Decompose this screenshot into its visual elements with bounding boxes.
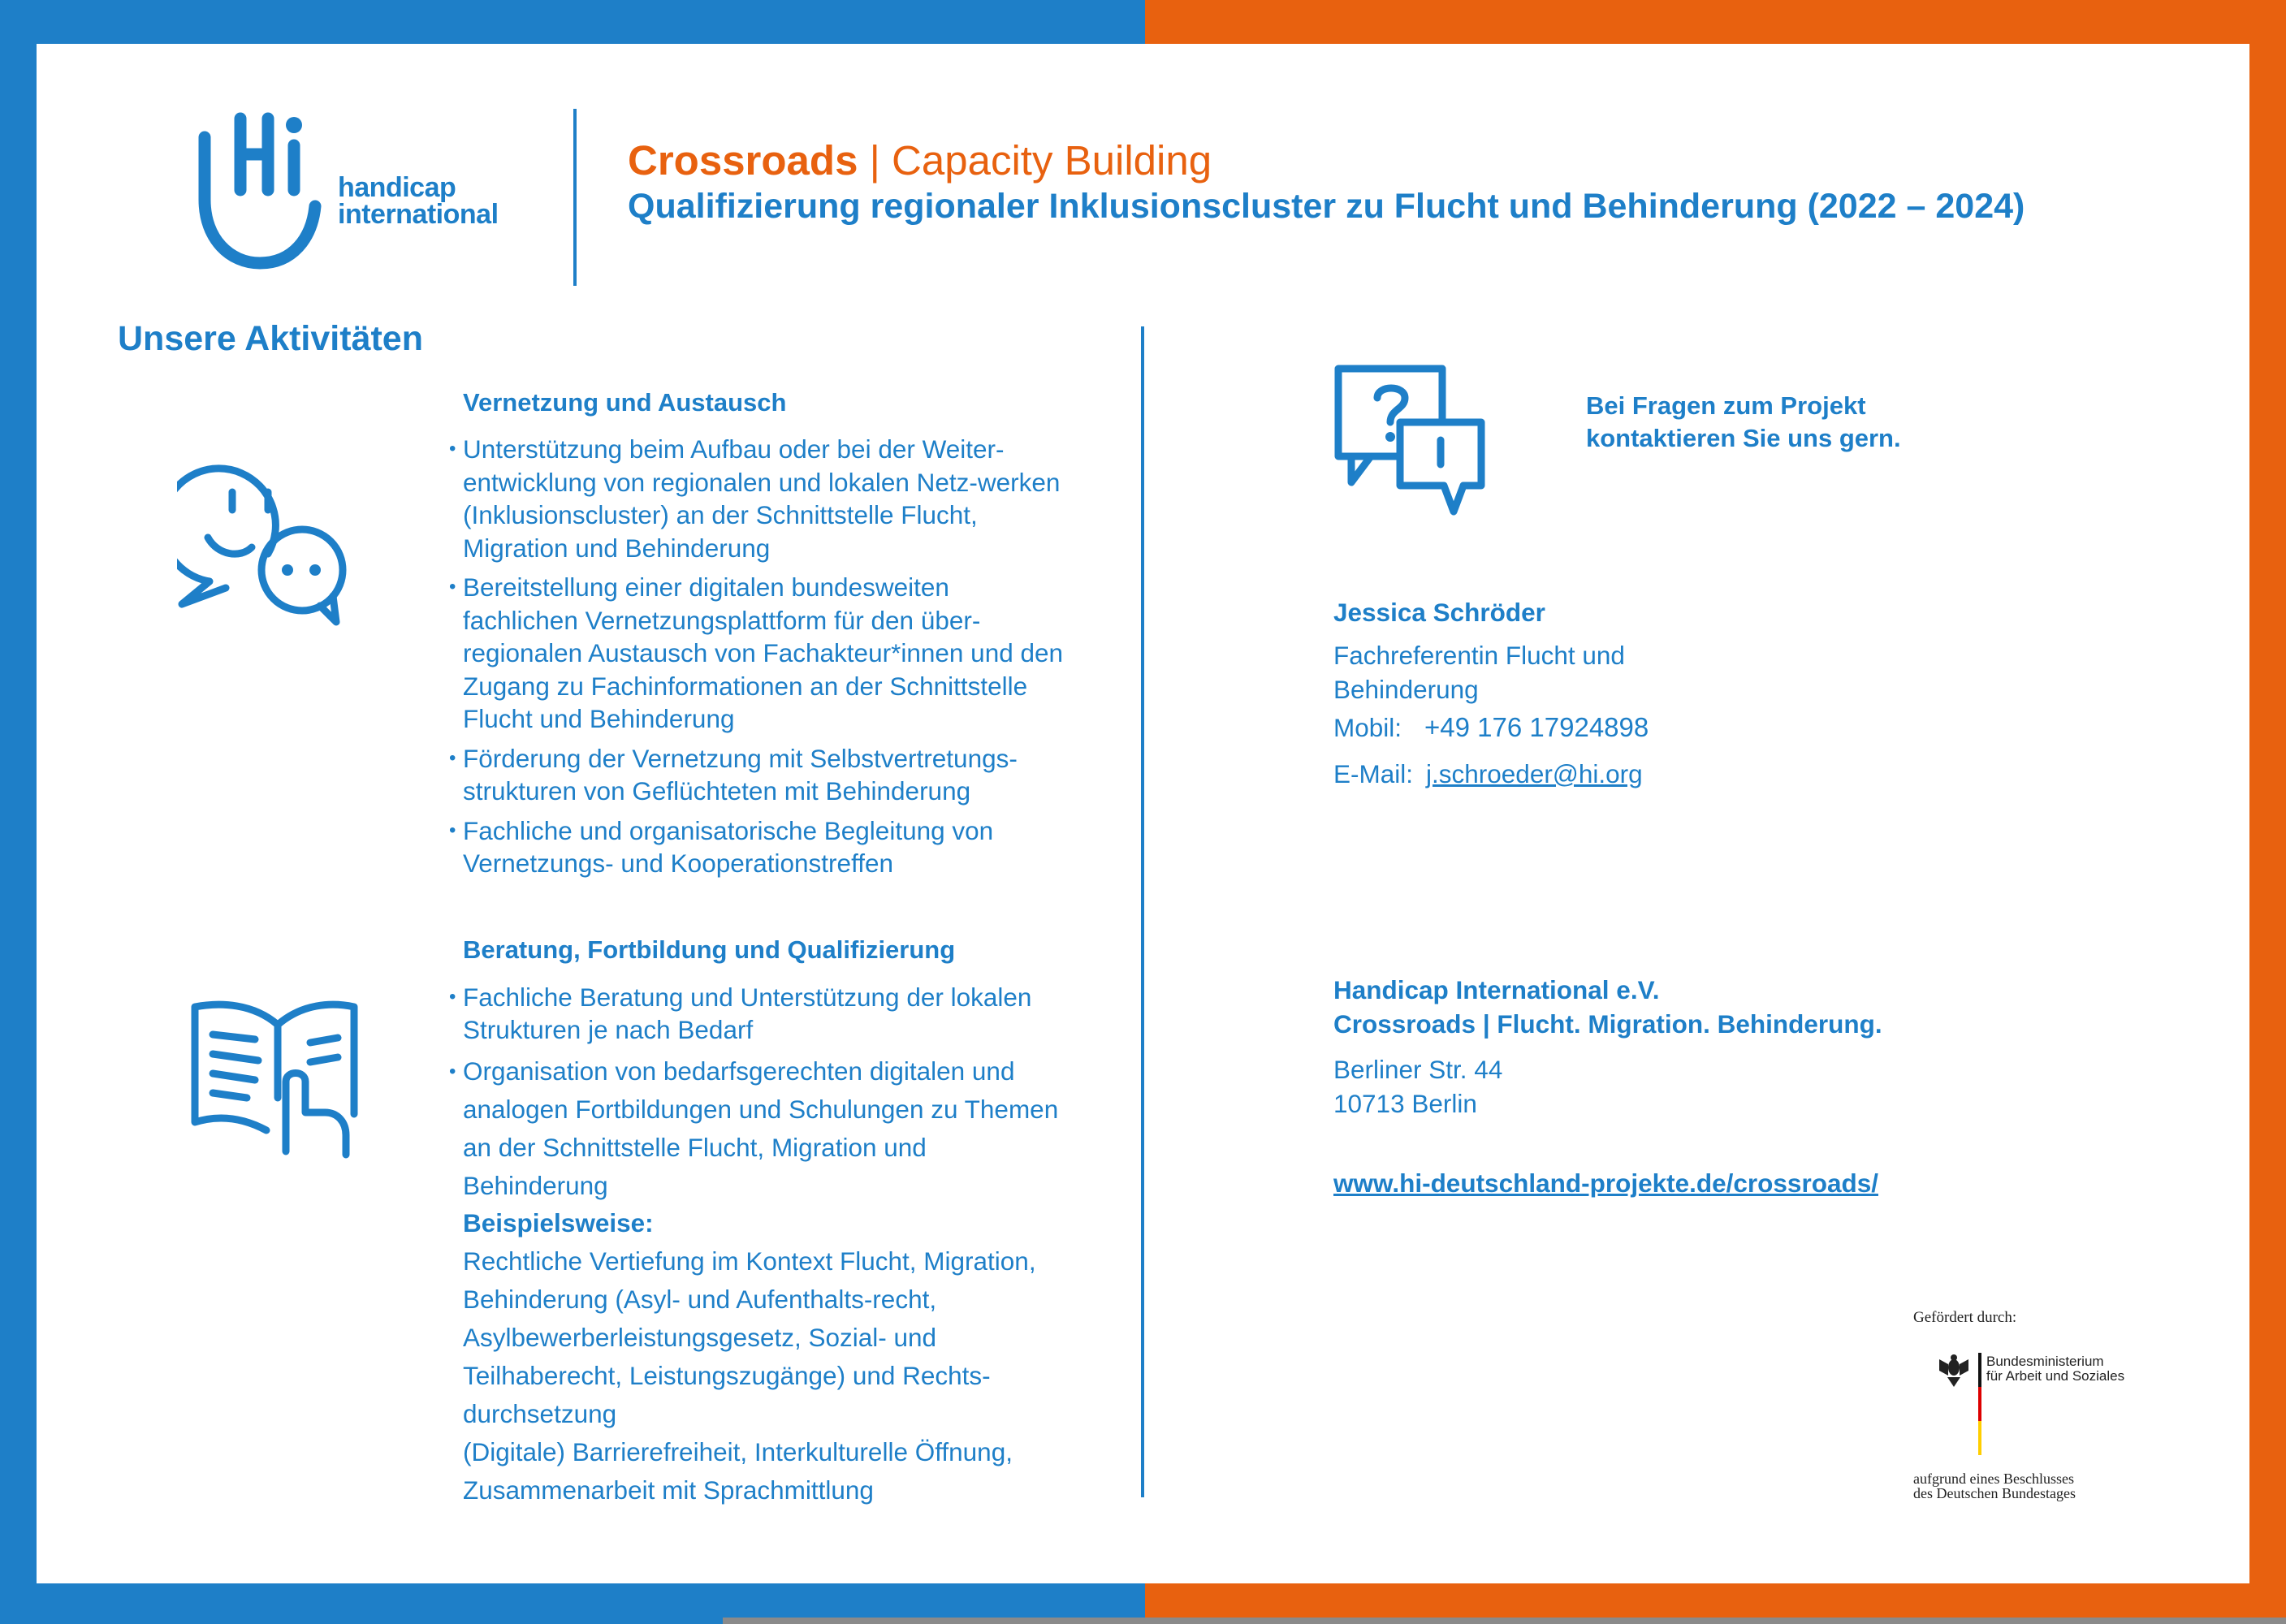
funder-label: Gefördert durch: bbox=[1913, 1309, 2017, 1326]
org-name bbox=[1333, 973, 1882, 1041]
contact-name: Jessica Schröder bbox=[1333, 598, 1545, 627]
title-rest: Capacity Building bbox=[892, 137, 1212, 184]
block1-bullets bbox=[449, 433, 1066, 887]
logo-line2: international bbox=[338, 199, 499, 230]
list-item: • Bereitstellung einer digitalen bundesweiten fachlichen Vernetzungsplattform für den über-regionalen Austausch von Fachakteur*innen und den Zugang zu Fachinformationen an der Schnittstelle Flucht und Behinderung bbox=[449, 571, 1066, 736]
title-separator: | bbox=[858, 137, 892, 184]
question-line1: Bei Fragen zum Projekt bbox=[1586, 391, 1866, 420]
logo-wordmark bbox=[338, 172, 499, 230]
example-1: Rechtliche Vertiefung im Kontext Flucht, Migration, Behinderung (Asyl- und Aufenthalts-recht, Asylbewerberleistungsgesetz, Sozial- und Teilhaberecht, Leistungszugänge) und Rechts-durchsetzung bbox=[463, 1246, 1036, 1428]
chat-faces-icon bbox=[177, 460, 348, 630]
page-title bbox=[628, 136, 1212, 184]
block1-title: Vernetzung und Austausch bbox=[463, 388, 787, 417]
email-label: E-Mail: bbox=[1333, 759, 1414, 788]
ministry-name bbox=[1986, 1354, 2124, 1384]
email-link[interactable]: j.schroeder@hi.org bbox=[1426, 759, 1643, 788]
ministry-line1: Bundesministerium bbox=[1986, 1354, 2104, 1369]
federal-eagle-icon bbox=[1938, 1353, 1970, 1389]
activities-heading: Unsere Aktivitäten bbox=[118, 319, 423, 358]
note-line1: aufgrund eines Beschlusses bbox=[1913, 1471, 2074, 1487]
header-divider bbox=[573, 109, 577, 286]
funder-block bbox=[1913, 1309, 2157, 1501]
page-subtitle: Qualifizierung regionaler Inklusionscluster zu Flucht und Behinderung (2022 – 2024) bbox=[628, 187, 2025, 226]
list-item: • Organisation von bedarfsgerechten digitalen und analogen Fortbildungen und Schulungen zu Themen an der Schnittstelle Flucht, Migration und Behinderung bbox=[449, 1052, 1066, 1205]
mobile-label: Mobil: bbox=[1333, 713, 1402, 742]
flag-stripe bbox=[1978, 1353, 1981, 1455]
title-brand: Crossroads bbox=[628, 137, 858, 184]
block2-title: Beratung, Fortbildung und Qualifizierung bbox=[463, 935, 956, 964]
address-city: 10713 Berlin bbox=[1333, 1089, 1477, 1118]
role-line1: Fachreferentin Flucht und bbox=[1333, 641, 1625, 670]
mobile-number: +49 176 17924898 bbox=[1424, 712, 1649, 742]
org-line1: Handicap International e.V. bbox=[1333, 975, 1660, 1004]
org-line2: Crossroads | Flucht. Migration. Behinderung. bbox=[1333, 1009, 1882, 1039]
list-item: • Fachliche und organisatorische Begleitung von Vernetzungs- und Kooperationstreffen bbox=[449, 814, 1066, 880]
list-item: • Förderung der Vernetzung mit Selbstvertretungs-strukturen von Geflüchteten mit Behinderung bbox=[449, 742, 1066, 808]
example-2: (Digitale) Barrierefreiheit, Interkulturelle Öffnung, Zusammenarbeit mit Sprachmittlung bbox=[463, 1437, 1013, 1505]
funder-note bbox=[1913, 1471, 2076, 1501]
block2-examples bbox=[463, 1204, 1064, 1510]
bottom-edge bbox=[723, 1618, 2286, 1624]
logo-line1: handicap bbox=[338, 172, 456, 203]
column-divider bbox=[1141, 326, 1144, 1497]
contact-email bbox=[1333, 757, 1643, 791]
question-speech-bubbles-icon bbox=[1330, 362, 1489, 521]
role-line2: Behinderung bbox=[1333, 675, 1479, 704]
hi-hand-logo bbox=[193, 109, 323, 271]
address-street: Berliner Str. 44 bbox=[1333, 1055, 1503, 1084]
website-link[interactable]: www.hi-deutschland-projekte.de/crossroads/ bbox=[1333, 1168, 1878, 1198]
ministry-line2: für Arbeit und Soziales bbox=[1986, 1368, 2125, 1384]
list-item: • Unterstützung beim Aufbau oder bei der Weiter-entwicklung von regionalen und lokalen Netz-werken (Inklusionscluster) an der Schnittstelle Flucht, Migration und Behinderung bbox=[449, 433, 1066, 564]
list-item: • Fachliche Beratung und Unterstützung der lokalen Strukturen je nach Bedarf bbox=[449, 981, 1066, 1046]
block2-bullets bbox=[449, 981, 1066, 1212]
note-line2: des Deutschen Bundestages bbox=[1913, 1485, 2076, 1501]
contact-role bbox=[1333, 638, 1625, 706]
org-address bbox=[1333, 1052, 1502, 1121]
question-text bbox=[1586, 390, 1901, 455]
open-book-icon bbox=[188, 992, 361, 1163]
question-line2: kontaktieren Sie uns gern. bbox=[1586, 424, 1901, 452]
contact-mobile bbox=[1333, 710, 1649, 745]
example-label: Beispielsweise: bbox=[463, 1208, 654, 1237]
